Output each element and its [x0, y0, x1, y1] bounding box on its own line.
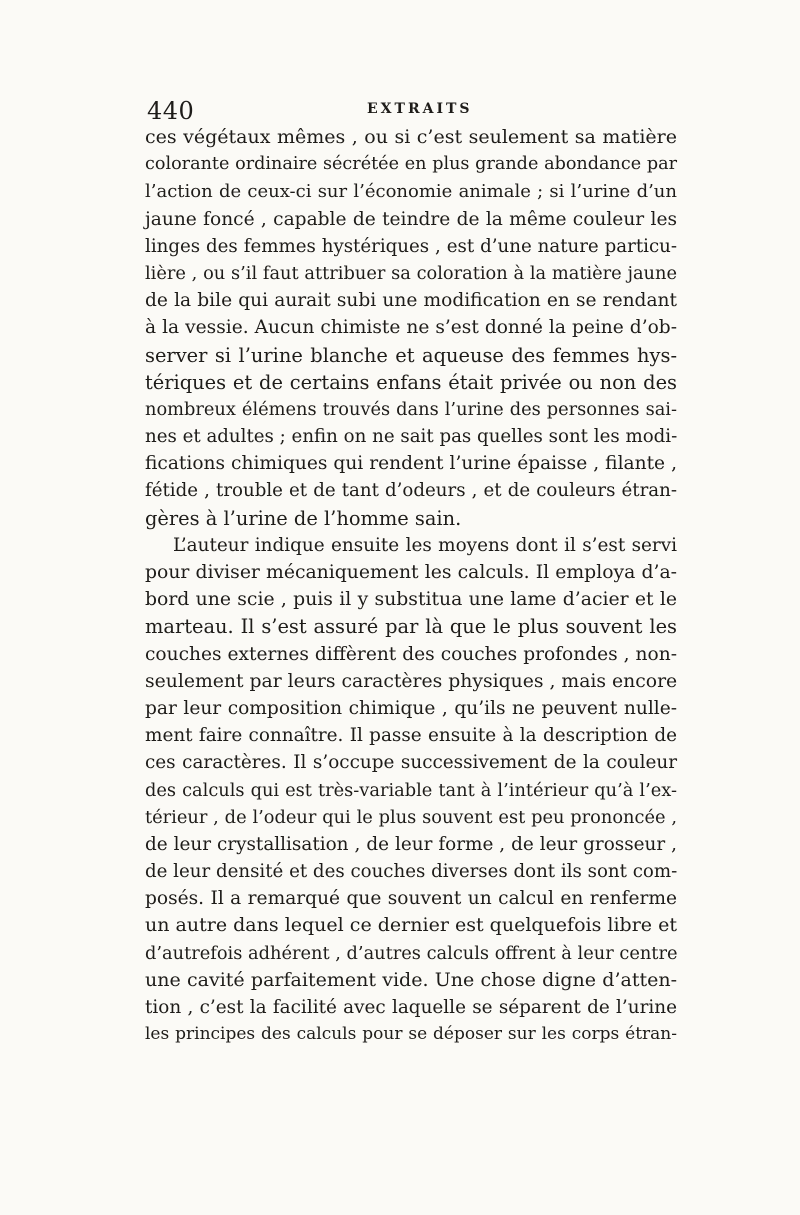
text-line: posés. Il a remarqué que souvent un calcul en renferme — [145, 888, 677, 910]
text-line: couches externes diffèrent des couches profondes , non- — [145, 643, 677, 665]
text-line: d’autrefois adhérent , d’autres calculs offrent à leur centre — [145, 942, 678, 964]
text-line: tion , c’est la facilité avec laquelle se séparent de l’urine — [145, 997, 677, 1018]
text-line: de leur crystallisation , de leur forme , de leur grosseur , — [145, 833, 677, 855]
text-line: gères à l’urine de l’homme sain. — [145, 506, 462, 530]
page-number: 440 — [147, 97, 195, 125]
text-line: de leur densité et des couches diverses dont ils sont com- — [145, 861, 678, 883]
body-text — [145, 124, 677, 1048]
text-line: un autre dans lequel ce dernier est quelquefois libre et — [145, 914, 677, 937]
text-line: nombreux élémens trouvés dans l’urine des personnes sai- — [145, 398, 677, 420]
text-line: ces végétaux mêmes , ou si c’est seulement sa matière — [145, 126, 677, 148]
text-line: nes et adultes ; enfin on ne sait pas quelles sont les modi- — [145, 426, 678, 448]
page-header — [147, 96, 673, 126]
text-line: les principes des calculs pour se déposer sur les corps étran- — [145, 1024, 677, 1045]
text-line: à la vessie. Aucun chimiste ne s’est donné la peine d’ob- — [145, 317, 677, 339]
text-line: jaune foncé , capable de teindre de la même couleur les — [145, 208, 677, 230]
text-line: ment faire connaître. Il passe ensuite à la description de — [145, 725, 677, 747]
text-line: pour diviser mécaniquement les calculs. Il employa d’a- — [145, 562, 677, 583]
text-line: fications chimiques qui rendent l’urine épaisse , filante , — [145, 453, 677, 475]
text-line: marteau. Il s’est assuré par là que le plus souvent les — [145, 615, 677, 639]
text-line: seulement par leurs caractères physiques , mais encore — [145, 670, 678, 692]
text-line: l’action de ceux-ci sur l’économie animale ; si l’urine d’un — [145, 181, 677, 203]
text-line: par leur composition chimique , qu’ils ne peuvent nulle- — [145, 697, 677, 719]
text-line: fétide , trouble et de tant d’odeurs , et de couleurs étran- — [145, 480, 677, 502]
text-line: L’auteur indique ensuite les moyens dont il s’est servi — [173, 534, 677, 556]
text-line: térieur , de l’odeur qui le plus souvent est peu prononcée , — [145, 806, 677, 828]
text-line: ces caractères. Il s’occupe successivement de la couleur — [145, 752, 677, 774]
text-line: une cavité parfaitement vide. Une chose digne d’atten- — [145, 968, 677, 991]
text-line: tériques et de certains enfans était privée ou non des — [145, 370, 677, 394]
text-line: de la bile qui aurait subi une modification en se rendant — [145, 290, 677, 312]
text-line: lière , ou s’il faut attribuer sa coloration à la matière jaune — [145, 262, 677, 284]
text-line: linges des femmes hystériques , est d’une nature particu- — [145, 235, 677, 257]
text-line: colorante ordinaire sécrétée en plus grande abondance par — [145, 154, 677, 175]
text-line: bord une scie , puis il y substitua une lame d’acier et le — [145, 589, 677, 611]
text-line: server si l’urine blanche et aqueuse des femmes hys- — [145, 343, 677, 367]
running-head: EXTRAITS — [367, 101, 473, 117]
text-line: des calculs qui est très-variable tant à l’intérieur qu’à l’ex- — [145, 779, 677, 801]
